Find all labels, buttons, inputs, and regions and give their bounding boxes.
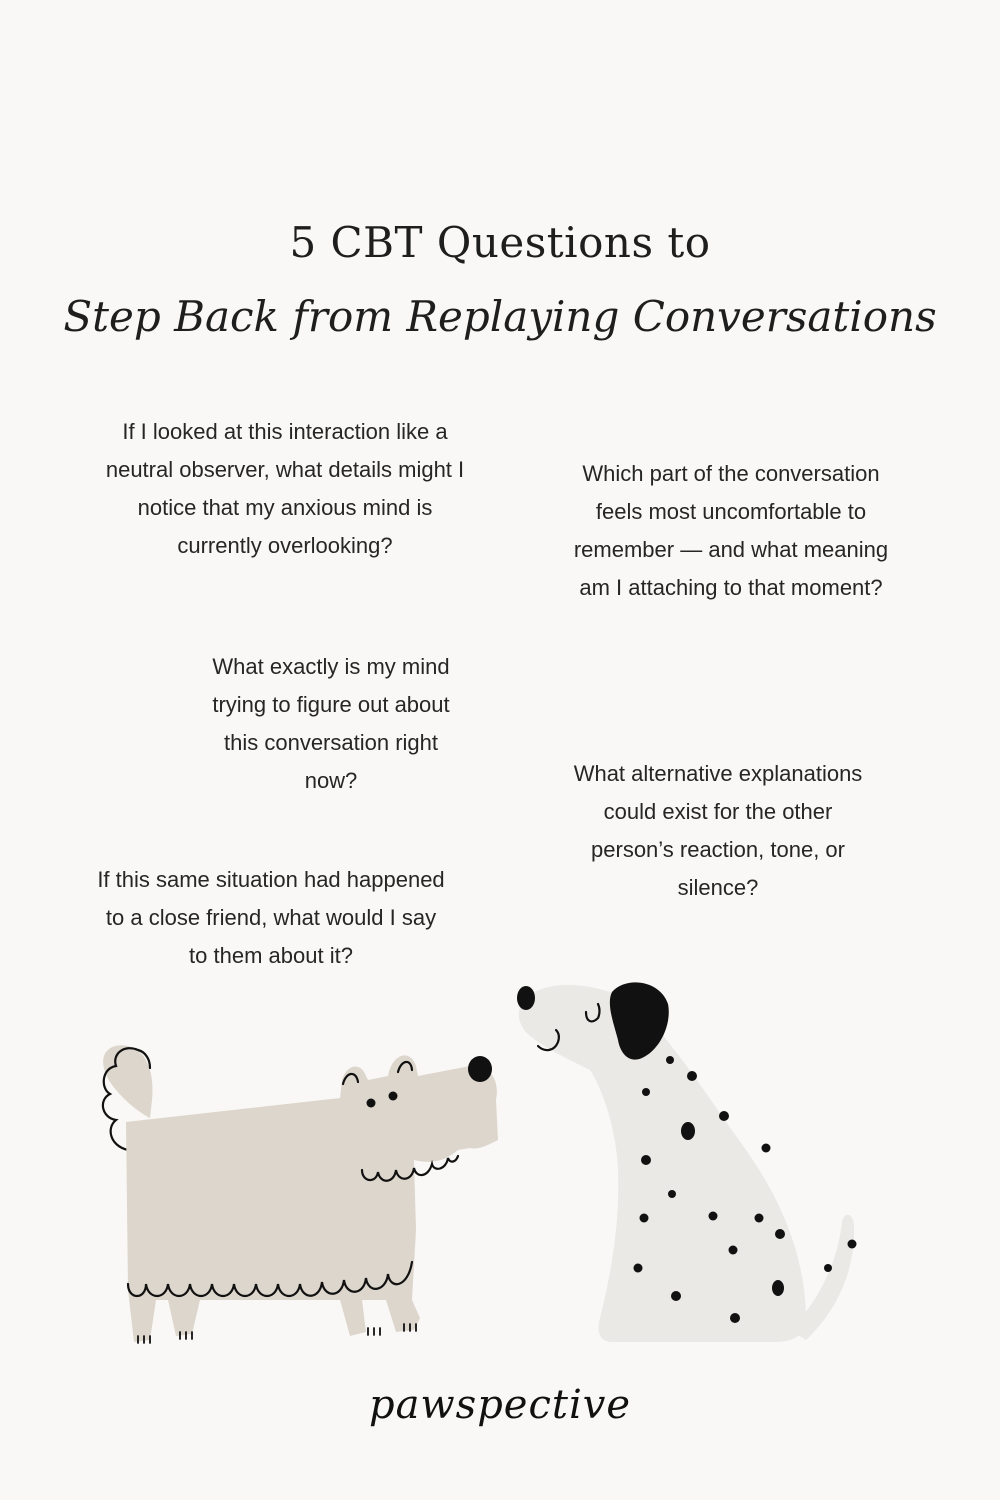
question-3: What exactly is my mind trying to figure out about this conversation right now? xyxy=(212,654,450,793)
question-1: If I looked at this interaction like a neutral observer, what details might I notice that my anxious mind is currently overlooking? xyxy=(105,419,465,558)
title-line-1: 5 CBT Questions to xyxy=(289,218,711,267)
question-2: Which part of the conversation feels most uncomfortable to remember — and what meaning am I attaching to that moment? xyxy=(573,461,889,600)
dalmatian-dog-icon xyxy=(517,982,857,1342)
terrier-dog-icon xyxy=(103,1045,498,1343)
question-5: If this same situation had happened to a close friend, what would I say to them about it? xyxy=(97,867,445,968)
title-line-2: Step Back from Replaying Conversations xyxy=(63,292,937,341)
brand-logo: pawspective xyxy=(368,1382,632,1428)
question-4: What alternative explanations could exist for the other person’s reaction, tone, or silence? xyxy=(573,761,863,900)
dogs-illustration xyxy=(0,975,1000,1365)
